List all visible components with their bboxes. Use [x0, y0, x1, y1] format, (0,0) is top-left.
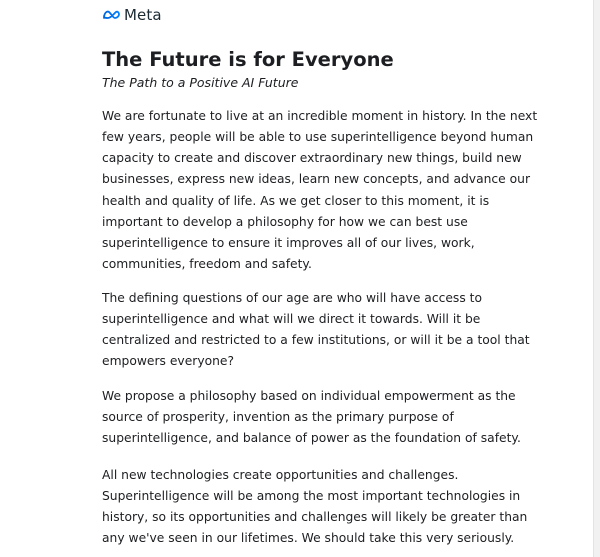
paragraph-opportunities: [102, 465, 528, 550]
text-line: health and quality of life. As we get closer to this moment, it is: [102, 193, 490, 208]
text-line: few years, people will be able to use superintelligence beyond human: [102, 130, 534, 145]
paragraph-philosophy: [102, 386, 522, 449]
text-line: superintelligence to ensure it improves all of our lives, work,: [102, 235, 475, 250]
text-line: All new technologies create opportunities and challenges.: [102, 468, 459, 482]
text-line: centralized and restricted to a few institutions, or will it be a tool that: [102, 333, 530, 348]
logo-wordmark: Meta: [124, 6, 162, 24]
text-line: any we've seen in our lifetimes. We should take this very seriously.: [102, 531, 515, 546]
text-line: communities, freedom and safety.: [102, 257, 312, 272]
page-subtitle: The Path to a Positive AI Future: [102, 75, 299, 90]
text-line: We are fortunate to live at an incredible moment in history. In the next: [102, 109, 538, 123]
text-line: superintelligence, and balance of power as the foundation of safety.: [102, 431, 521, 446]
text-line: The defining questions of our age are who will have access to: [102, 291, 482, 305]
paragraph-defining-questions: [102, 288, 530, 373]
text-line: Superintelligence will be among the most important technologies in: [102, 489, 521, 504]
text-line: important to develop a philosophy for how we can best use: [102, 214, 468, 229]
vertical-scrollbar[interactable]: [593, 0, 600, 557]
meta-infinity-logo-icon: [102, 9, 122, 21]
text-line: capacity to create and discover extraordinary new things, build new: [102, 151, 522, 166]
text-line: superintelligence and what will we direct it towards. Will it be: [102, 312, 481, 327]
text-line: history, so its opportunities and challenges will likely be greater than: [102, 510, 528, 525]
text-line: empowers everyone?: [102, 354, 235, 369]
text-line: businesses, express new ideas, learn new concepts, and advance our: [102, 172, 531, 187]
text-line: We propose a philosophy based on individual empowerment as the: [102, 389, 516, 403]
meta-logo[interactable]: [102, 6, 162, 24]
text-line: source of prosperity, invention as the primary purpose of: [102, 410, 454, 425]
page-title: The Future is for Everyone: [102, 48, 394, 71]
paragraph-intro: [102, 106, 538, 275]
